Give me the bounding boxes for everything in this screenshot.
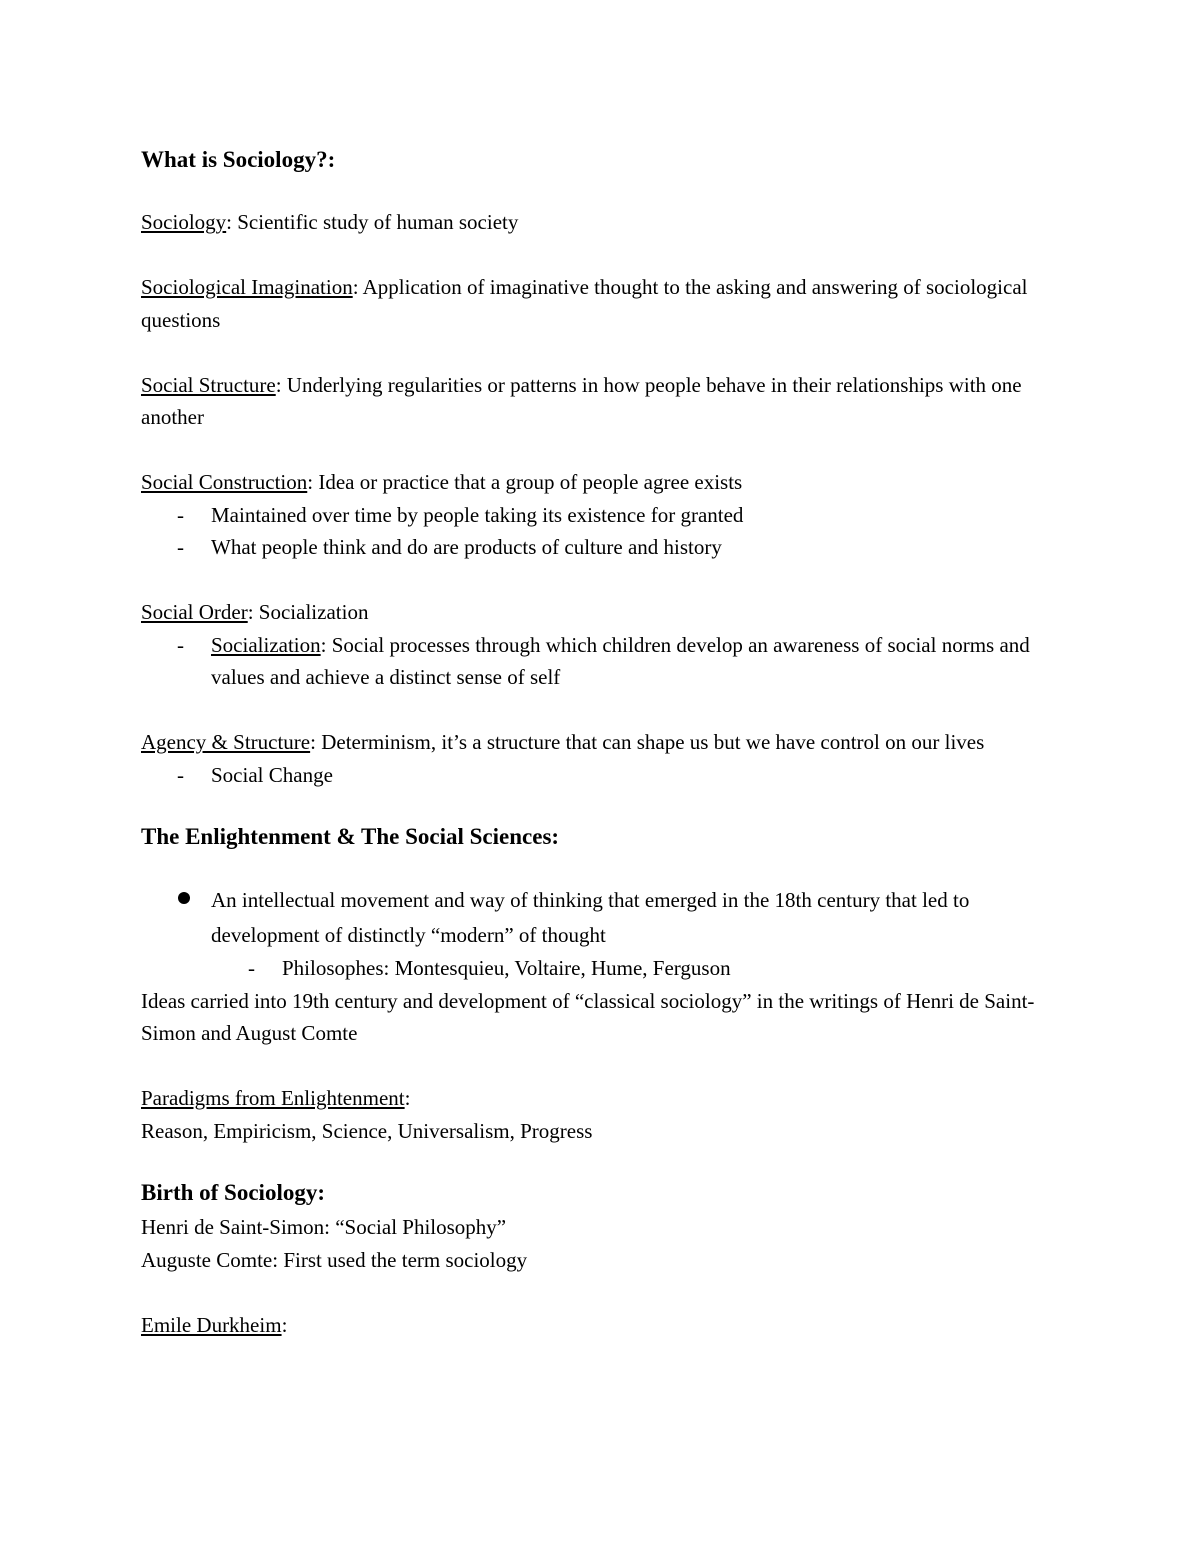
term-durkheim: Emile Durkheim	[141, 1312, 282, 1337]
paradigms-label	[141, 1082, 1071, 1115]
heading-enlightenment: The Enlightenment & The Social Sciences:	[141, 824, 560, 849]
definition-text: : Application of imaginative thought to the asking and answering of sociological questions	[141, 275, 1028, 332]
definition-social-construction	[141, 466, 1071, 499]
term-sociological-imagination: Sociological Imagination	[141, 275, 353, 299]
definition-text: : Underlying regularities or patterns in how people behave in their relationships with one another	[141, 372, 1022, 429]
paradigms-colon: :	[404, 1086, 411, 1110]
durkheim-colon: :	[281, 1312, 288, 1337]
term-social-structure: Social Structure	[141, 372, 276, 397]
list-item: - Philosophes: Montesquieu, Voltaire, Hume, Ferguson	[141, 952, 1071, 985]
term-social-order: Social Order	[141, 600, 248, 624]
definition-sociology	[141, 206, 1071, 239]
list-item	[141, 883, 1071, 952]
heading-what-is-sociology: What is Sociology?:	[141, 147, 336, 172]
document-page	[141, 142, 1071, 1341]
list-item: - Social Change	[141, 759, 1071, 792]
saint-simon-line: Henri de Saint-Simon: “Social Philosophy”	[141, 1215, 507, 1239]
definition-sociological-imagination	[141, 271, 1071, 336]
definition-text: : Idea or practice that a group of people agree exists	[307, 470, 743, 494]
durkheim-label	[141, 1309, 1071, 1342]
list-item: - What people think and do are products of culture and history	[141, 531, 1071, 564]
definition-text: : Scientific study of human society	[226, 210, 519, 234]
term-agency-structure: Agency & Structure	[141, 730, 311, 754]
term-social-construction: Social Construction	[141, 470, 308, 494]
bullet-text: An intellectual movement and way of thinking that emerged in the 18th century that led to development of distinctly “modern” of thought	[211, 888, 970, 947]
definition-agency-structure	[141, 726, 1071, 759]
enlightenment-bullets	[141, 883, 1071, 952]
definition-text: : Socialization	[247, 600, 369, 624]
philosophes-points	[141, 952, 1071, 985]
heading-birth-of-sociology: Birth of Sociology:	[141, 1180, 325, 1205]
list-item	[141, 629, 1071, 694]
term-sociology: Sociology	[141, 210, 227, 234]
term-socialization: Socialization	[211, 632, 321, 657]
definition-social-order	[141, 596, 1071, 629]
social-order-points	[141, 629, 1071, 694]
paradigms-list: Reason, Empiricism, Science, Universalism, Progress	[141, 1118, 593, 1143]
definition-text: : Social processes through which children develop an awareness of social norms and values and achieve a distinct sense of self	[211, 632, 1030, 689]
comte-line: Auguste Comte: First used the term sociology	[141, 1247, 528, 1272]
list-item: - Maintained over time by people taking its existence for granted	[141, 499, 1071, 532]
definition-social-structure	[141, 369, 1071, 434]
definition-text: : Determinism, it’s a structure that can shape us but we have control on our lives	[310, 730, 985, 754]
social-construction-points	[141, 499, 1071, 564]
ideas-paragraph: Ideas carried into 19th century and development of “classical sociology” in the writings of Henri de Saint-Simon and August Comte	[141, 988, 1035, 1045]
term-paradigms: Paradigms from Enlightenment	[141, 1086, 405, 1110]
agency-points	[141, 759, 1071, 792]
bullet-icon	[178, 892, 190, 904]
